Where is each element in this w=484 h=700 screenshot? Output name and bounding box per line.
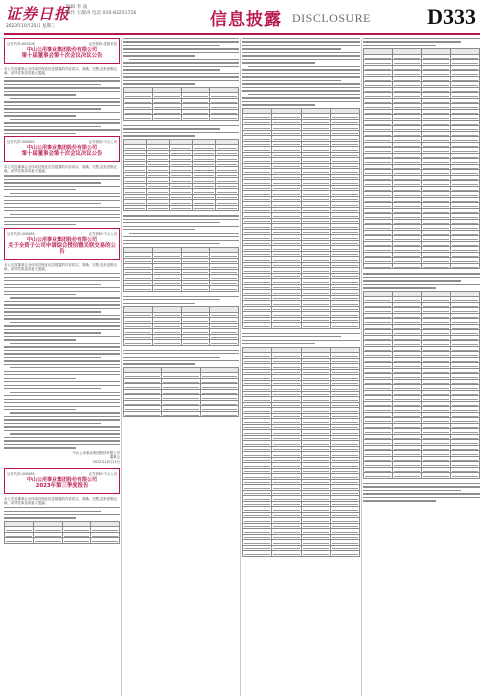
body-text [4, 77, 120, 134]
stock-code: 证券代码:000685 [7, 472, 35, 477]
body-text [363, 38, 480, 46]
column-divider [121, 38, 122, 696]
signature-company: 中山公用事业集团股份有限公司 [72, 450, 120, 455]
stock-abbr: 证券简称:建霖家居 [88, 42, 117, 46]
section-title: 信息披露 [210, 10, 282, 30]
stock-abbr: 证券简称:中山公用 [88, 472, 117, 477]
financial-table [123, 306, 239, 346]
page-number: D333 [427, 4, 476, 29]
column-3 [242, 38, 360, 696]
body-text [4, 507, 120, 519]
masthead-rule [4, 33, 480, 35]
announcement-header [4, 38, 120, 64]
company-name: 中山公用事业集团股份有限公司 [26, 145, 97, 152]
announcement-header [4, 228, 120, 260]
newspaper-logo: 证券日报 [6, 5, 71, 23]
column-4 [363, 38, 480, 696]
body-text [123, 38, 239, 85]
body-text [123, 350, 239, 365]
financial-table [242, 108, 360, 329]
announcement-title: 关于全资子公司申请综合授信暨关联交易的公告 [8, 242, 116, 256]
company-name: 中山公用事业集团股份有限公司 [26, 47, 97, 53]
announcement-header [4, 136, 120, 162]
signature-date: 2023年10月25日 [92, 459, 120, 464]
announcement-title: 第十届董事会第十次会议决议公告 [21, 151, 103, 158]
body-text [4, 175, 120, 225]
financial-table [123, 247, 239, 292]
disclosure-notice: 本公司及董事会全体成员保证信息披露的内容真实、准确、完整,没有虚假记载、误导性陈述或重大遗漏。 [4, 66, 117, 75]
body-text [123, 296, 239, 304]
body-text [363, 273, 480, 288]
body-text [4, 273, 120, 449]
disclosure-notice: 本公司及董事会全体成员保证信息披露的内容真实、准确、完整,没有虚假记载、误导性陈述或重大遗漏。 [4, 262, 117, 271]
financial-table [4, 521, 120, 544]
stock-abbr: 证券简称:中山公用 [88, 231, 117, 236]
financial-table [242, 347, 360, 557]
stock-abbr: 证券简称:中山公用 [88, 140, 117, 145]
disclosure-notice: 本公司及董事会全体成员保证信息披露的内容真实、准确、完整,没有虚假记载、误导性陈述或重大遗漏。 [4, 496, 117, 505]
financial-table [363, 291, 480, 479]
column-divider [361, 38, 362, 696]
body-text [363, 483, 480, 502]
issue-date: 2023年10月25日 星期三 [6, 24, 56, 29]
edition-meta [66, 5, 136, 17]
announcement-title: 第十届董事会第十次会议决议公告 [21, 53, 103, 59]
production-line: 制作 王敬涛 电话 010-83251716 [66, 11, 137, 16]
announcement-title: 2023年第三季度报告 [35, 483, 89, 490]
company-name: 中山公用事业集团股份有限公司 [26, 477, 97, 484]
stock-code: 证券代码:000685 [7, 140, 35, 145]
column-1 [4, 38, 120, 696]
masthead [0, 0, 484, 34]
signature-block [4, 451, 120, 464]
disclosure-notice: 本公司及董事会全体成员保证信息披露的内容真实、准确、完整,没有虚假记载、误导性陈述或重大遗漏。 [4, 164, 117, 174]
column-2 [123, 38, 239, 696]
financial-table [363, 48, 480, 269]
stock-code: 证券代码:000685 [7, 231, 35, 236]
stock-code: 证券代码:603408 [7, 42, 35, 46]
body-text [123, 215, 239, 244]
editor-line: 编辑 李 波 [66, 5, 88, 10]
section-title-en: DISCLOSURE [292, 11, 372, 25]
column-divider [240, 38, 241, 696]
financial-table [123, 87, 239, 121]
signature-board: 董事会 [109, 455, 120, 460]
body-text [242, 333, 360, 345]
body-text [242, 38, 360, 106]
company-name: 中山公用事业集团股份有限公司 [26, 236, 97, 243]
financial-table [123, 367, 239, 418]
financial-table [123, 139, 239, 212]
announcement-header [4, 468, 120, 494]
body-text [123, 125, 239, 137]
